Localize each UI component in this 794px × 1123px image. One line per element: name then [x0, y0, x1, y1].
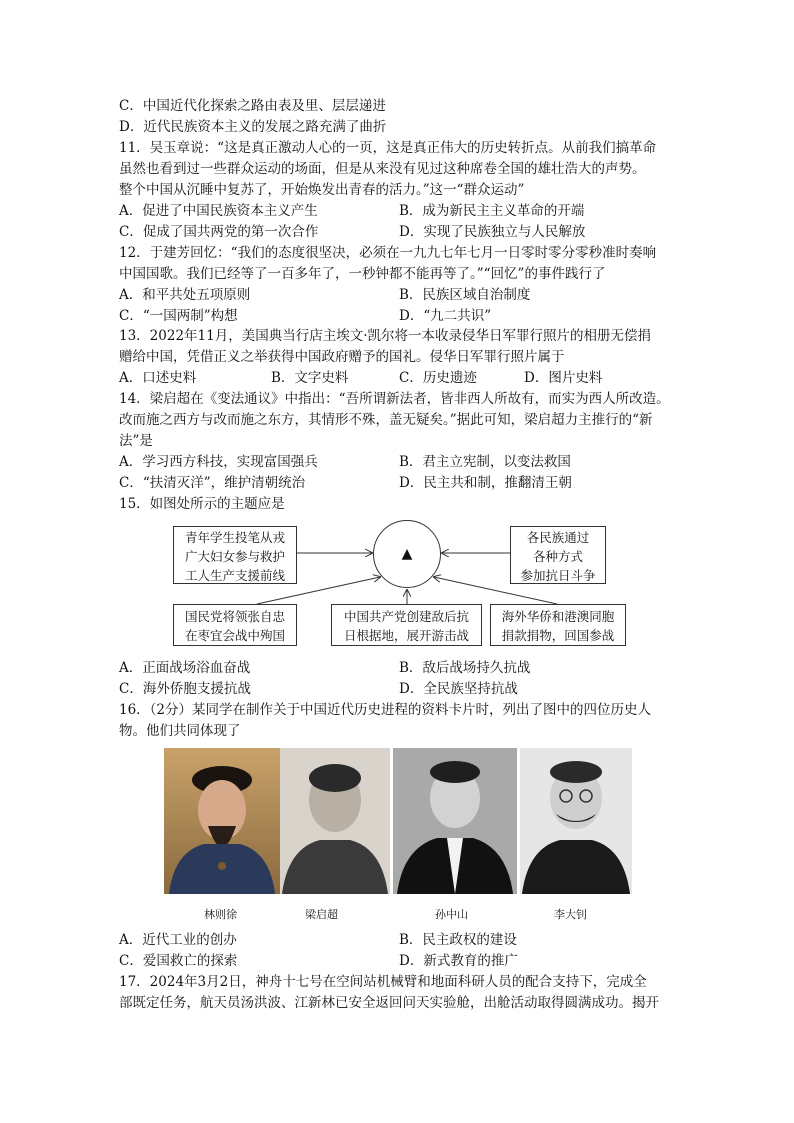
diagram-box-overseas-chinese: 海外华侨和港澳同胞 捐款捐物，回国参战	[490, 604, 626, 646]
q12-stem-2: 中国国歌。我们已经等了一百多年了，一秒钟都不能再等了。”“回忆”的事件践行了	[119, 266, 606, 282]
q13-stem-2: 赠给中国，凭借正义之举获得中国政府赠予的国礼。侵华日军罪行照片属于	[119, 349, 565, 365]
portrait-liang-qichao	[280, 748, 390, 894]
q11-stem-3: 整个中国从沉睡中复苏了，开始焕发出青春的活力。”这一“群众运动”	[119, 182, 525, 198]
portrait-li-dazhao	[520, 748, 632, 894]
q13-option-d: D．图片史料	[524, 370, 603, 386]
q16-option-d: D．新式教育的推广	[399, 953, 518, 969]
q13-stem-1: 13．2022年11月，美国典当行店主埃文·凯尔将一本收录侵华日军罪行照片的相册无偿捐	[119, 328, 652, 344]
q17-stem-1: 17．2024年3月2日，神舟十七号在空间站机械臂和地面科研人员的配合支持下，完成全	[119, 974, 647, 990]
q15-option-d: D．全民族坚持抗战	[399, 681, 518, 697]
q10-option-c: C．中国近代化探索之路由表及里、层层递进	[119, 98, 386, 114]
q13-option-b: B．文字史料	[271, 370, 349, 386]
q14-option-d: D．民主共和制，推翻清王朝	[399, 475, 572, 491]
q11-stem-1: 11．吴玉章说：“这是真正激动人心的一页，这是真正伟大的历史转折点。从前我们搞革命	[119, 140, 657, 156]
q13-option-a: A．口述史料	[119, 370, 197, 386]
caption-sun-yat-sen: 孙中山	[435, 908, 468, 921]
caption-lin-zexu: 林则徐	[204, 908, 237, 921]
portrait-lin-zexu	[164, 748, 280, 894]
q16-option-a: A．近代工业的创办	[119, 932, 237, 948]
q12-stem-1: 12．于建芳回忆：“我们的态度很坚决，必须在一九九七年七月一日零时零分零秒准时奏响	[119, 245, 657, 261]
q14-option-b: B．君主立宪制，以变法救国	[399, 454, 571, 470]
q11-option-d: D．实现了民族独立与人民解放	[399, 224, 586, 240]
q13-option-c: C．历史遗迹	[399, 370, 477, 386]
q16-stem-1: 16．（2分）某同学在制作关于中国近代历史进程的资料卡片时，列出了图中的四位历史人	[119, 702, 652, 718]
q15-option-a: A．正面战场浴血奋战	[119, 660, 251, 676]
q14-stem-3: 法”是	[119, 433, 153, 449]
q12-option-c: C．“一国两制”构想	[119, 308, 238, 324]
q15-option-c: C．海外侨胞支援抗战	[119, 681, 251, 697]
q11-option-a: A．促进了中国民族资本主义产生	[119, 203, 318, 219]
diagram-center-circle: ▲	[373, 520, 441, 588]
diagram-box-ethnic-groups: 各民族通过 各种方式 参加抗日斗争	[510, 526, 606, 584]
q11-option-c: C．促成了国共两党的第一次合作	[119, 224, 319, 240]
q12-option-b: B．民族区域自治制度	[399, 287, 531, 303]
q15-option-b: B．敌后战场持久抗战	[399, 660, 531, 676]
q14-stem-2: 改而施之西方与改而施之东方，其情形不殊，盖无疑矣。”据此可知，梁启超力主推行的“新	[119, 412, 653, 428]
q16-stem-2: 物。他们共同体现了	[119, 723, 241, 739]
q14-stem-1: 14．梁启超在《变法通议》中指出：“吾所谓新法者，皆非西人所故有，而实为西人所改造。	[119, 391, 670, 407]
diagram-box-cpc-guerrilla: 中国共产党创建敌后抗 日根据地，展开游击战	[331, 604, 482, 646]
q11-stem-2: 虽然也看到过一些群众运动的场面，但是从来没有见过这种席卷全国的雄壮浩大的声势。	[119, 161, 646, 177]
q12-option-d: D．“九二共识”	[399, 308, 492, 324]
q16-option-b: B．民主政权的建设	[399, 932, 517, 948]
diagram-box-kmt-general: 国民党将领张自忠 在枣宜会战中殉国	[173, 604, 297, 646]
q14-option-a: A．学习西方科技，实现富国强兵	[119, 454, 318, 470]
q15-stem: 15．如图处所示的主题应是	[119, 496, 285, 512]
q11-option-b: B．成为新民主主义革命的开端	[399, 203, 585, 219]
diagram-box-youth-women-workers: 青年学生投笔从戎 广大妇女参与救护 工人生产支援前线	[173, 526, 297, 584]
q12-option-a: A．和平共处五项原则	[119, 287, 251, 303]
q14-option-c: C．“扶清灭洋”，维护清朝统治	[119, 475, 306, 491]
q10-option-d: D．近代民族资本主义的发展之路充满了曲折	[119, 119, 387, 135]
portrait-sun-yat-sen	[393, 748, 517, 894]
q17-stem-2: 部既定任务，航天员汤洪波、江新林已安全返回问天实验舱，出舱活动取得圆满成功。揭开	[119, 995, 659, 1011]
caption-li-dazhao: 李大钊	[554, 908, 587, 921]
q16-option-c: C．爱国救亡的探索	[119, 953, 238, 969]
caption-liang-qichao: 梁启超	[305, 908, 338, 921]
